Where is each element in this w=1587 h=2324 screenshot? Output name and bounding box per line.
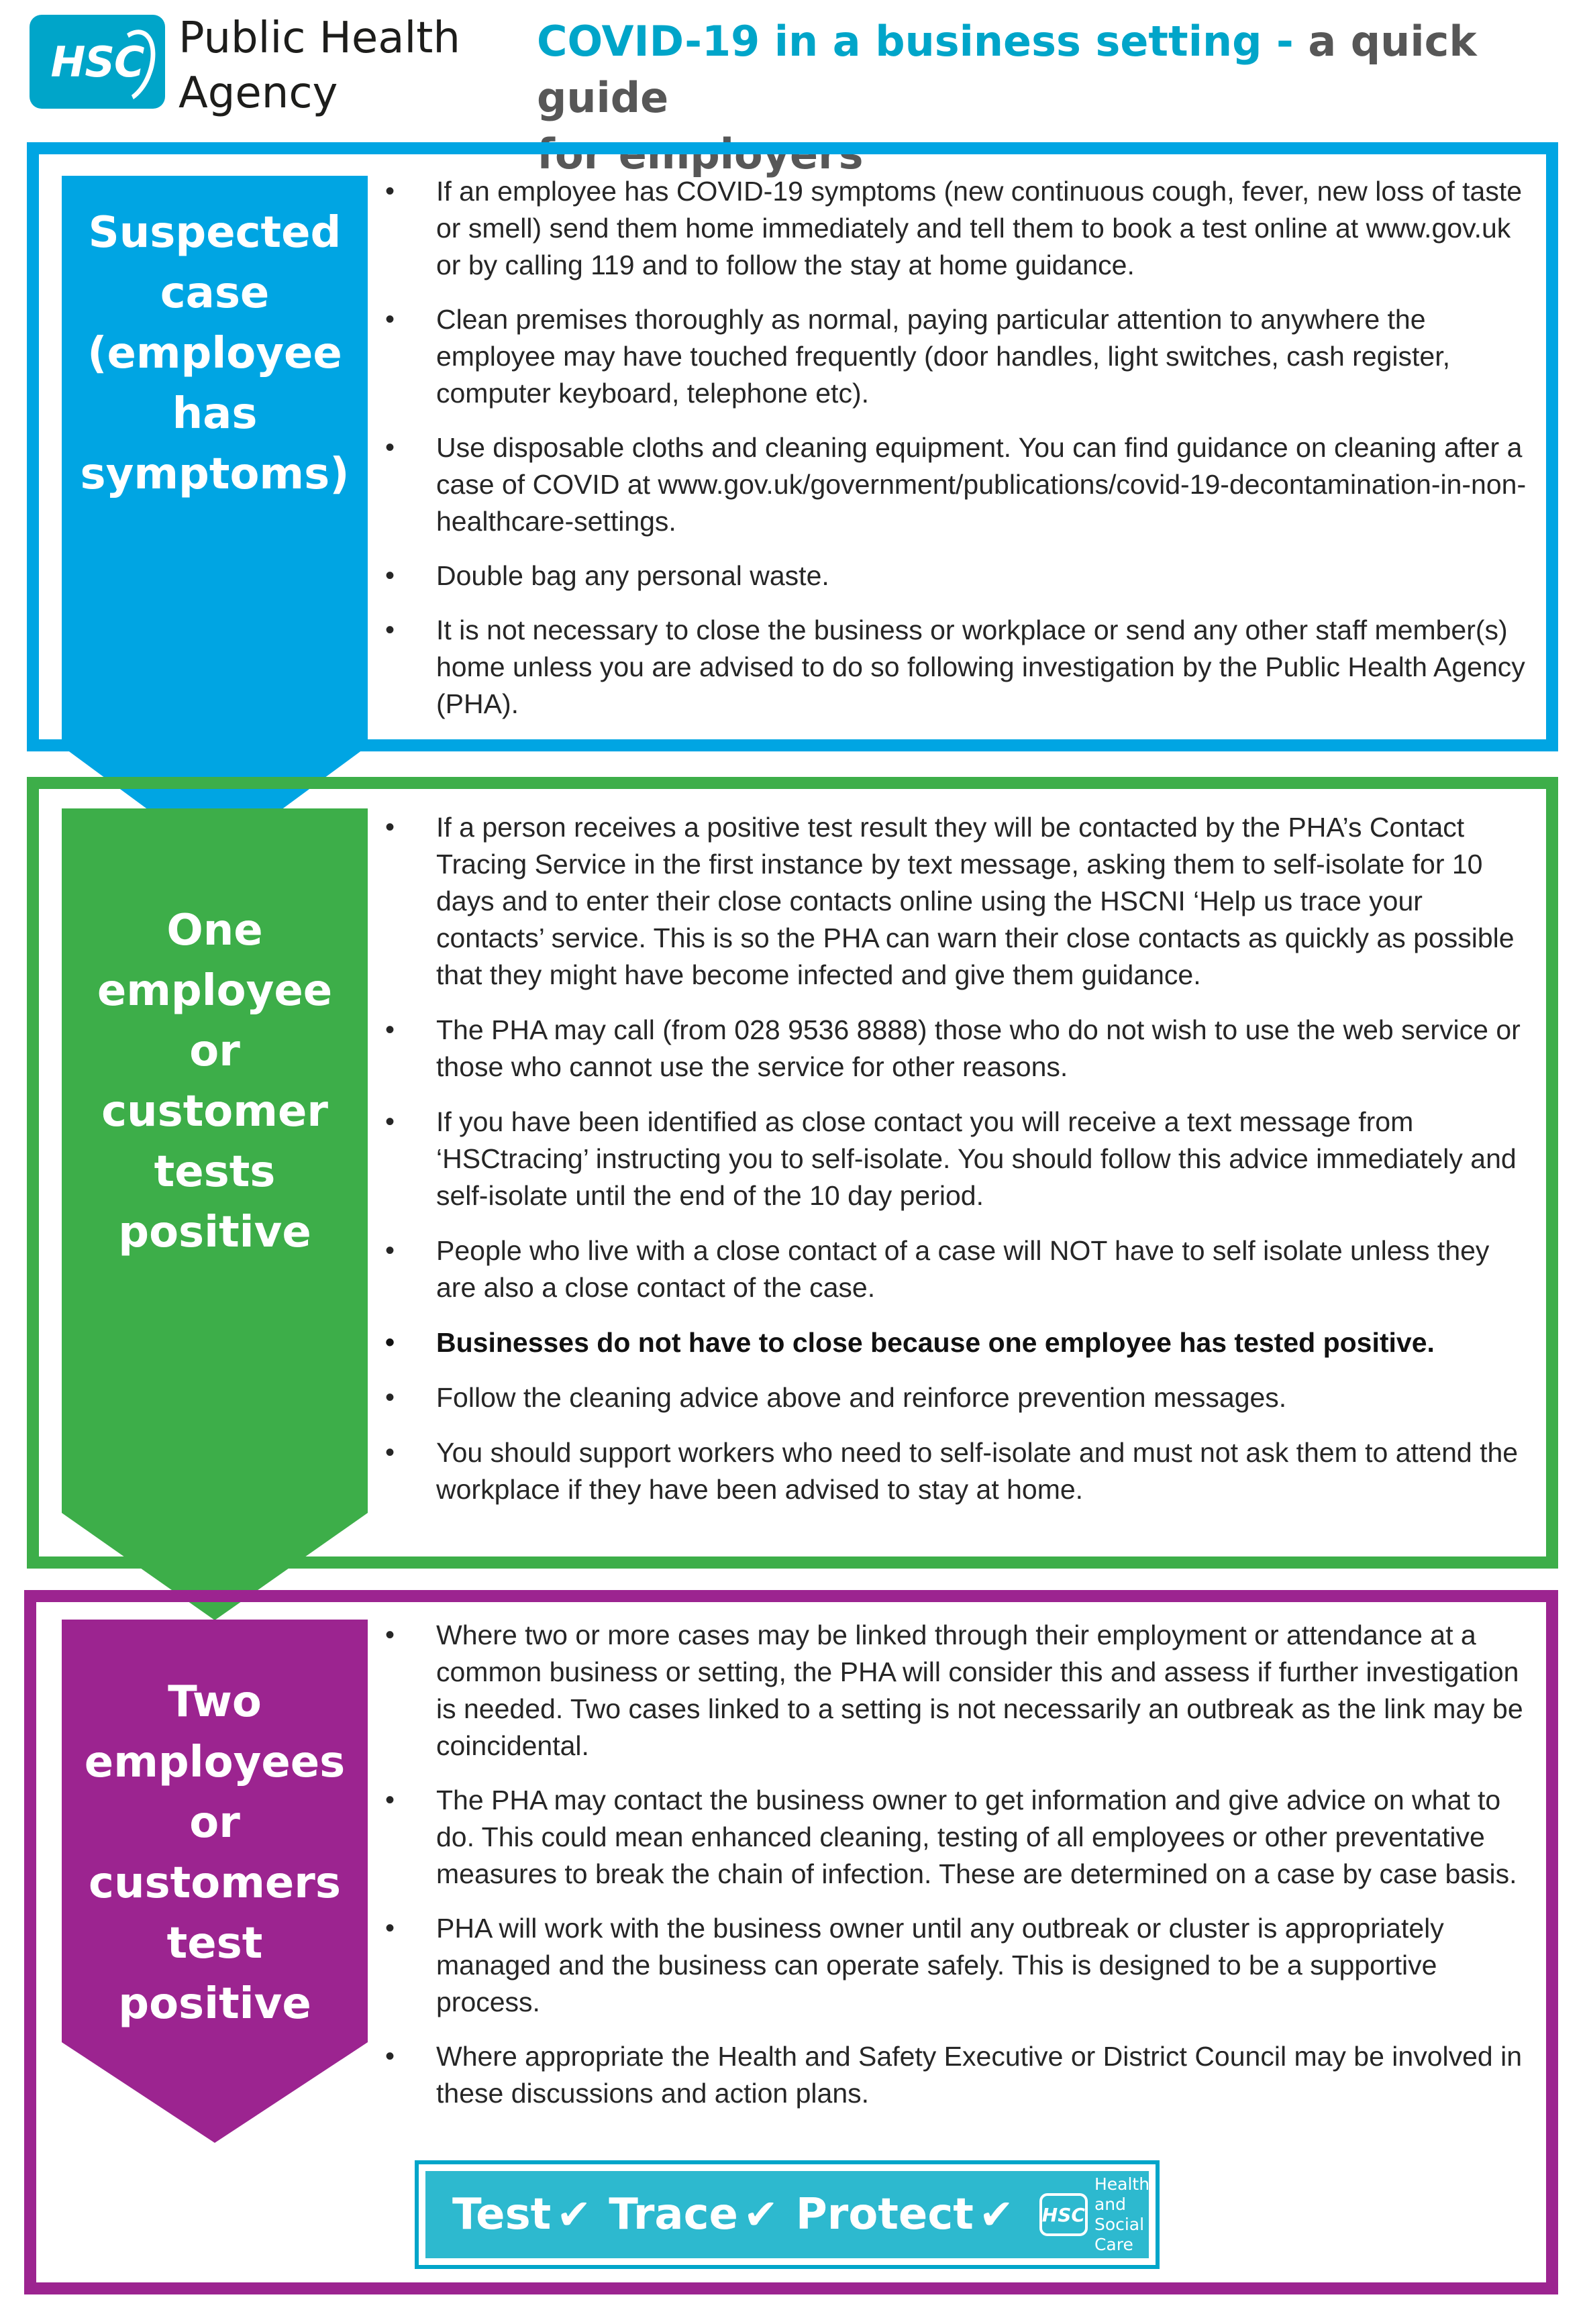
list-item: • You should support workers who need to self-isolate and must not ask them to attend the workplace if they have been advised to stay at home.	[377, 1434, 1531, 1508]
section-two-positive-list	[377, 1617, 1531, 2129]
section-suspected-case-list	[377, 173, 1531, 740]
heading-line: symptoms)	[80, 450, 350, 499]
heading-line: positive	[118, 1979, 311, 2029]
slogan	[452, 2190, 1031, 2239]
banner-inner	[425, 2171, 1149, 2258]
heading-line: customers	[89, 1858, 341, 1908]
section-one-positive-list	[377, 809, 1531, 1526]
section-two-positive-heading	[62, 1672, 368, 2034]
hsc-footer-line2: Social Care	[1094, 2215, 1145, 2254]
test-trace-protect-banner	[415, 2160, 1160, 2269]
heading-line: has	[172, 389, 258, 439]
check-icon: ✔	[978, 2190, 1014, 2239]
title-part1: COVID-19 in a business setting -	[537, 17, 1309, 66]
slogan-word-protect: Protect	[795, 2190, 974, 2239]
list-item: • Use disposable cloths and cleaning equipment. You can find guidance on cleaning after a case of COVID at www.gov.uk/government/publications/covid-19-decontamination-in-non-healthcare-settings.	[377, 429, 1531, 540]
section-one-positive-heading	[62, 900, 368, 1263]
title-part2: a quick guide	[537, 17, 1477, 122]
slogan-word-test: Test	[452, 2190, 552, 2239]
heading-line: tests	[154, 1147, 276, 1197]
list-item: • It is not necessary to close the business or workplace or send any other staff member(s) home unless you are advised to do so following investigation by the Public Health Agency (PHA).	[377, 612, 1531, 723]
list-item: • The PHA may call (from 028 9536 8888) those who do not wish to use the web service or those who cannot use the service for other reasons.	[377, 1012, 1531, 1086]
list-item: • Where two or more cases may be linked through their employment or attendance at a common business or setting, the PHA will consider this and assess if further investigation is needed. Two cases linked to a setting is not necessarily an outbreak as the link may be coincidental.	[377, 1617, 1531, 1764]
heading-line: case	[160, 268, 270, 318]
hsc-footer-badge: HSC	[1039, 2193, 1088, 2236]
hsc-footer-line1: Health and	[1094, 2174, 1150, 2214]
org-name-line2: Agency	[178, 68, 338, 118]
title-part3: for employers	[537, 129, 864, 178]
heading-line: employees	[84, 1738, 346, 1787]
hsc-footer-text	[1094, 2174, 1162, 2255]
heading-line: Suspected	[88, 208, 342, 258]
heading-line: customer	[101, 1087, 328, 1137]
list-item: • If an employee has COVID-19 symptoms (new continuous cough, fever, new loss of taste or smell) send them home immediately and tell them to book a test online at www.gov.uk or by calling 119 and to follow the stay at home guidance.	[377, 173, 1531, 284]
slogan-word-trace: Trace	[609, 2190, 738, 2239]
hsc-logo-text: HSC	[50, 37, 144, 87]
heading-line: (employee	[87, 329, 342, 378]
list-item: • Where appropriate the Health and Safety Executive or District Council may be involved in these discussions and action plans.	[377, 2038, 1531, 2112]
list-item-emphasis: • Businesses do not have to close because one employee has tested positive.	[377, 1324, 1531, 1361]
list-item: • People who live with a close contact of a case will NOT have to self isolate unless they are also a close contact of the case.	[377, 1232, 1531, 1306]
heading-line: or	[189, 1798, 240, 1848]
heading-line: employee	[97, 966, 333, 1016]
list-item: • PHA will work with the business owner until any outbreak or cluster is appropriately managed and the business can operate safely. This is designed to be a supportive process.	[377, 1910, 1531, 2021]
section-suspected-case-heading	[62, 203, 368, 505]
list-item: • Double bag any personal waste.	[377, 558, 1531, 594]
list-item: • If a person receives a positive test result they will be contacted by the PHA’s Contact Tracing Service in the first instance by text message, asking them to self-isolate for 10 days and to enter their close contacts online using the HSCNI ‘Help us trace your contacts’ service. This is so the PHA can warn their close contacts as quickly as possible that they might have become infected and give them guidance.	[377, 809, 1531, 994]
list-item: • If you have been identified as close contact you will receive a text message from ‘HSCtracing’ instructing you to self-isolate. You should follow this advice immediately and self-isolate until the end of the 10 day period.	[377, 1104, 1531, 1214]
heading-line: positive	[118, 1208, 311, 1257]
org-name-line1: Public Health	[178, 13, 460, 63]
hsc-logo	[30, 15, 165, 109]
list-item: • Clean premises thoroughly as normal, paying particular attention to anywhere the employee may have touched frequently (door handles, light switches, cash register, computer keyboard, telephone etc).	[377, 301, 1531, 412]
check-icon: ✔	[743, 2190, 778, 2239]
heading-line: Two	[168, 1677, 262, 1727]
org-name	[178, 11, 460, 121]
heading-line: or	[189, 1026, 240, 1076]
list-item: • Follow the cleaning advice above and reinforce prevention messages.	[377, 1379, 1531, 1416]
heading-line: test	[166, 1919, 263, 1968]
list-item: • The PHA may contact the business owner to get information and give advice on what to do. This could mean enhanced cleaning, testing of all employees or other preventative measures to break the chain of infection. These are determined on a case by case basis.	[377, 1782, 1531, 1893]
check-icon: ✔	[556, 2190, 592, 2239]
hsc-footer-logo	[1039, 2174, 1162, 2255]
heading-line: One	[166, 906, 263, 955]
logo-swoosh-icon	[96, 23, 165, 110]
